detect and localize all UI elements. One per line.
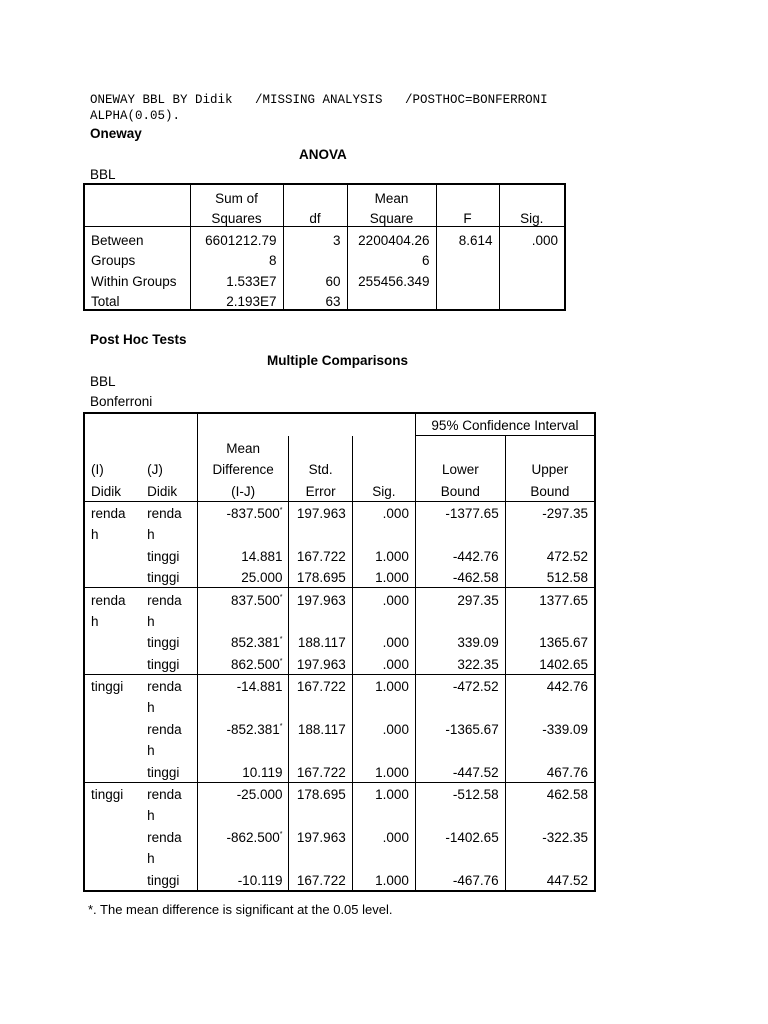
mc-md-star: * <box>279 830 283 838</box>
mc-md-star: * <box>279 722 283 730</box>
mc-empty-cell <box>197 696 289 717</box>
mc-sig-cell: .000 <box>352 717 415 738</box>
mc-md-cell <box>197 782 289 804</box>
mc-sig-cell: 1.000 <box>352 782 415 804</box>
mc-ub-cell: 467.76 <box>505 760 595 782</box>
mc-empty-cell <box>505 523 595 544</box>
anova-between-ss-1: 6601212.79 <box>190 227 283 248</box>
mc-md-cell <box>197 825 289 846</box>
mc-empty-cell <box>505 696 595 717</box>
mc-lb-cell: 297.35 <box>415 588 505 610</box>
mc-se-cell: 167.722 <box>289 868 352 890</box>
mc-md-value: -25.000 <box>236 787 283 803</box>
mc-md-cell <box>197 868 289 890</box>
mc-md-star: * <box>279 593 283 601</box>
mc-md-cell <box>197 566 289 588</box>
mc-empty-cell <box>289 804 352 825</box>
mc-ub-cell: 472.52 <box>505 544 595 565</box>
mc-i-cell: tinggi <box>84 674 141 696</box>
anova-between-f: 8.614 <box>436 227 499 248</box>
table-row <box>84 588 595 610</box>
table-row <box>84 868 595 890</box>
mc-empty-cell <box>289 523 352 544</box>
mc-sig-cell: .000 <box>352 825 415 846</box>
mc-i-cell <box>84 868 141 890</box>
mc-j-cell: renda <box>147 721 182 737</box>
mc-hdr-ub-2: Bound <box>505 479 595 501</box>
anova-total-ss: 2.193E7 <box>190 289 283 311</box>
mc-md-cell <box>197 760 289 782</box>
multiple-comparisons-table <box>83 412 596 892</box>
table-row <box>84 717 595 738</box>
section-oneway: Oneway <box>90 126 142 141</box>
mc-i-cell-cont: h <box>91 613 99 629</box>
mc-empty-cell <box>415 610 505 631</box>
syntax-line-2: ALPHA(0.05). <box>90 109 181 123</box>
mc-md-value: 14.881 <box>241 548 283 564</box>
mc-se-cell: 197.963 <box>289 501 352 523</box>
mc-j-cell-cont: h <box>147 527 155 543</box>
mc-se-cell: 178.695 <box>289 782 352 804</box>
mc-lb-cell: -512.58 <box>415 782 505 804</box>
anova-hdr-ms-2: Square <box>347 206 436 227</box>
mc-sig-cell: 1.000 <box>352 674 415 696</box>
mc-md-cell <box>197 544 289 565</box>
multiple-title: Multiple Comparisons <box>267 353 409 368</box>
mc-i-cell-cont <box>84 847 141 868</box>
anova-hdr-f: F <box>436 206 499 227</box>
anova-between-label-2: Groups <box>91 253 136 268</box>
mc-md-star: * <box>279 506 283 514</box>
mc-empty-cell <box>197 847 289 868</box>
mc-ub-cell: 512.58 <box>505 566 595 588</box>
mc-lb-cell: 322.35 <box>415 652 505 674</box>
mc-sig-cell: .000 <box>352 501 415 523</box>
mc-empty-cell <box>352 847 415 868</box>
table-row <box>84 760 595 782</box>
mc-i-cell <box>84 825 141 846</box>
table-row-cont <box>84 696 595 717</box>
mc-i-cell-cont <box>84 739 141 760</box>
mc-md-value: -862.500 <box>226 829 280 845</box>
mc-j-cell-cont: h <box>147 851 155 867</box>
mc-hdr-se-1: Std. <box>289 458 352 479</box>
mc-j-cell: renda <box>141 674 197 696</box>
mc-sig-cell: 1.000 <box>352 868 415 890</box>
syntax-line-1: ONEWAY BBL BY Didik /MISSING ANALYSIS /POSTHOC=BONFERRONI <box>90 93 548 107</box>
anova-hdr-ms-1: Mean <box>347 184 436 206</box>
mc-i-cell: tinggi <box>84 782 141 804</box>
mc-lb-cell: -472.52 <box>415 674 505 696</box>
mc-md-value: 837.500 <box>230 592 280 608</box>
mc-j-cell: renda <box>147 505 182 521</box>
mc-sig-cell: .000 <box>352 588 415 610</box>
anova-between-label-1: Between <box>91 232 144 248</box>
mc-i-cell <box>84 544 141 565</box>
mc-ub-cell: 462.58 <box>505 782 595 804</box>
mc-se-cell: 178.695 <box>289 566 352 588</box>
anova-table <box>83 183 566 311</box>
mc-ub-cell: 442.76 <box>505 674 595 696</box>
mc-md-value: -852.381 <box>226 721 280 737</box>
table-row <box>84 501 595 523</box>
mc-j-cell: tinggi <box>147 635 180 651</box>
anova-hdr-sig: Sig. <box>499 206 565 227</box>
mc-j-cell: tinggi <box>147 656 180 672</box>
table-row <box>84 544 595 565</box>
anova-between-df: 3 <box>283 227 347 248</box>
mc-se-cell: 188.117 <box>289 631 352 652</box>
anova-dependent: BBL <box>90 167 116 182</box>
mc-ub-cell: 1365.67 <box>505 631 595 652</box>
mc-se-cell: 167.722 <box>289 674 352 696</box>
anova-total-df: 63 <box>283 289 347 311</box>
mc-hdr-md-1: Mean <box>197 436 289 458</box>
table-row-cont <box>84 610 595 631</box>
mc-hdr-ci: 95% Confidence Interval <box>415 413 595 436</box>
mc-hdr-se-2: Error <box>289 479 352 501</box>
table-row-cont <box>84 523 595 544</box>
mc-md-value: -14.881 <box>236 679 283 695</box>
mc-hdr-j-2: Didik <box>141 479 197 501</box>
mc-md-cell <box>197 717 289 738</box>
mc-hdr-md-3: (I-J) <box>197 479 289 501</box>
mc-ub-cell: -339.09 <box>505 717 595 738</box>
anova-total-label: Total <box>91 294 120 309</box>
mc-j-cell: tinggi <box>147 570 180 586</box>
mc-empty-cell <box>289 739 352 760</box>
mc-se-cell: 167.722 <box>289 544 352 565</box>
table-row-cont <box>84 804 595 825</box>
mc-ub-cell: -297.35 <box>505 501 595 523</box>
mc-empty-cell <box>352 610 415 631</box>
mc-md-cell <box>197 588 289 610</box>
table-row <box>84 825 595 846</box>
mc-body <box>84 501 595 891</box>
table-row <box>84 566 595 588</box>
anova-hdr-ss-2: Squares <box>190 206 283 227</box>
mc-empty-cell <box>289 847 352 868</box>
mc-j-cell-cont: h <box>147 700 155 716</box>
mc-empty-cell <box>352 804 415 825</box>
mc-se-cell: 197.963 <box>289 825 352 846</box>
mc-empty-cell <box>289 610 352 631</box>
mc-se-cell: 197.963 <box>289 588 352 610</box>
mc-lb-cell: 339.09 <box>415 631 505 652</box>
mc-i-cell <box>84 566 141 588</box>
mc-hdr-md-2: Difference <box>197 458 289 479</box>
table-row-cont <box>84 847 595 868</box>
mc-hdr-i-1: (I) <box>91 462 104 478</box>
mc-empty-cell <box>415 804 505 825</box>
mc-hdr-j-1: (J) <box>147 462 163 478</box>
anova-between-ss-2: 8 <box>190 248 283 269</box>
mc-j-cell: renda <box>141 782 197 804</box>
mc-lb-cell: -1365.67 <box>415 717 505 738</box>
mc-lb-cell: -462.58 <box>415 566 505 588</box>
mc-se-cell: 188.117 <box>289 717 352 738</box>
mc-i-cell-cont: h <box>91 527 99 543</box>
footnote: *. The mean difference is significant at the 0.05 level. <box>88 902 393 917</box>
mc-j-cell: renda <box>141 588 197 610</box>
table-row-cont <box>84 739 595 760</box>
mc-sig-cell: 1.000 <box>352 760 415 782</box>
multiple-dependent: BBL <box>90 374 116 389</box>
mc-md-value: 10.119 <box>242 764 283 780</box>
mc-i-cell: renda <box>84 588 141 610</box>
mc-empty-cell <box>289 696 352 717</box>
mc-empty-cell <box>505 739 595 760</box>
mc-empty-cell <box>415 523 505 544</box>
mc-sig-cell: .000 <box>352 631 415 652</box>
mc-md-value: 862.500 <box>230 656 280 672</box>
anova-hdr-ss-1: Sum of <box>190 184 283 206</box>
multiple-method: Bonferroni <box>90 394 153 409</box>
mc-empty-cell <box>352 523 415 544</box>
mc-empty-cell <box>415 696 505 717</box>
mc-j-cell-cont: h <box>147 743 155 759</box>
mc-empty-cell <box>197 739 289 760</box>
table-row <box>84 674 595 696</box>
mc-se-cell: 197.963 <box>289 652 352 674</box>
anova-within-label: Within Groups <box>91 273 177 289</box>
mc-md-cell <box>197 631 289 652</box>
anova-within-ms: 255456.349 <box>347 268 436 289</box>
mc-empty-cell <box>505 847 595 868</box>
mc-ub-cell: -322.35 <box>505 825 595 846</box>
mc-md-cell <box>197 501 289 523</box>
mc-empty-cell <box>352 696 415 717</box>
mc-i-cell <box>84 717 141 738</box>
mc-md-star: * <box>279 636 283 644</box>
mc-md-value: -10.119 <box>237 872 283 888</box>
mc-hdr-ub-1: Upper <box>505 458 595 479</box>
mc-empty-cell <box>505 610 595 631</box>
mc-ub-cell: 1377.65 <box>505 588 595 610</box>
mc-empty-cell <box>197 523 289 544</box>
mc-sig-cell: .000 <box>352 652 415 674</box>
mc-hdr-i-2: Didik <box>84 479 141 501</box>
mc-ub-cell: 447.52 <box>505 868 595 890</box>
mc-hdr-sig: Sig. <box>352 479 415 501</box>
mc-hdr-lb-2: Bound <box>415 479 505 501</box>
section-posthoc: Post Hoc Tests <box>90 332 187 347</box>
mc-j-cell-cont: h <box>147 613 155 629</box>
mc-hdr-lb-1: Lower <box>415 458 505 479</box>
mc-j-cell: tinggi <box>147 764 180 780</box>
mc-lb-cell: -1377.65 <box>415 501 505 523</box>
mc-j-cell-cont: h <box>147 808 155 824</box>
mc-empty-cell <box>197 804 289 825</box>
mc-empty-cell <box>415 739 505 760</box>
anova-within-df: 60 <box>283 268 347 289</box>
anova-between-sig: .000 <box>499 227 565 248</box>
mc-i-cell <box>84 652 141 674</box>
mc-md-value: 25.000 <box>241 570 283 586</box>
anova-title: ANOVA <box>299 147 347 162</box>
mc-se-cell: 167.722 <box>289 760 352 782</box>
mc-i-cell <box>84 631 141 652</box>
table-row <box>84 631 595 652</box>
mc-lb-cell: -447.52 <box>415 760 505 782</box>
mc-i-cell-cont <box>84 696 141 717</box>
anova-within-ss: 1.533E7 <box>190 268 283 289</box>
mc-empty-cell <box>352 739 415 760</box>
mc-i-cell <box>84 760 141 782</box>
mc-empty-cell <box>415 847 505 868</box>
mc-sig-cell: 1.000 <box>352 544 415 565</box>
mc-md-value: 852.381 <box>230 635 280 651</box>
mc-empty-cell <box>197 610 289 631</box>
anova-between-ms-1: 2200404.26 <box>347 227 436 248</box>
mc-lb-cell: -1402.65 <box>415 825 505 846</box>
mc-i-cell-cont <box>84 804 141 825</box>
table-row <box>84 782 595 804</box>
mc-md-cell <box>197 652 289 674</box>
mc-md-star: * <box>279 657 283 665</box>
mc-j-cell: renda <box>147 829 182 845</box>
mc-sig-cell: 1.000 <box>352 566 415 588</box>
mc-ub-cell: 1402.65 <box>505 652 595 674</box>
syntax-block <box>90 92 548 124</box>
mc-j-cell: tinggi <box>147 872 180 888</box>
mc-md-cell <box>197 674 289 696</box>
mc-lb-cell: -442.76 <box>415 544 505 565</box>
anova-between-ms-2: 6 <box>347 248 436 269</box>
table-row <box>84 652 595 674</box>
mc-i-cell: renda <box>91 505 126 521</box>
anova-hdr-df: df <box>283 206 347 227</box>
mc-j-cell: tinggi <box>147 548 180 564</box>
mc-lb-cell: -467.76 <box>415 868 505 890</box>
mc-empty-cell <box>505 804 595 825</box>
mc-md-value: -837.500 <box>226 505 280 521</box>
